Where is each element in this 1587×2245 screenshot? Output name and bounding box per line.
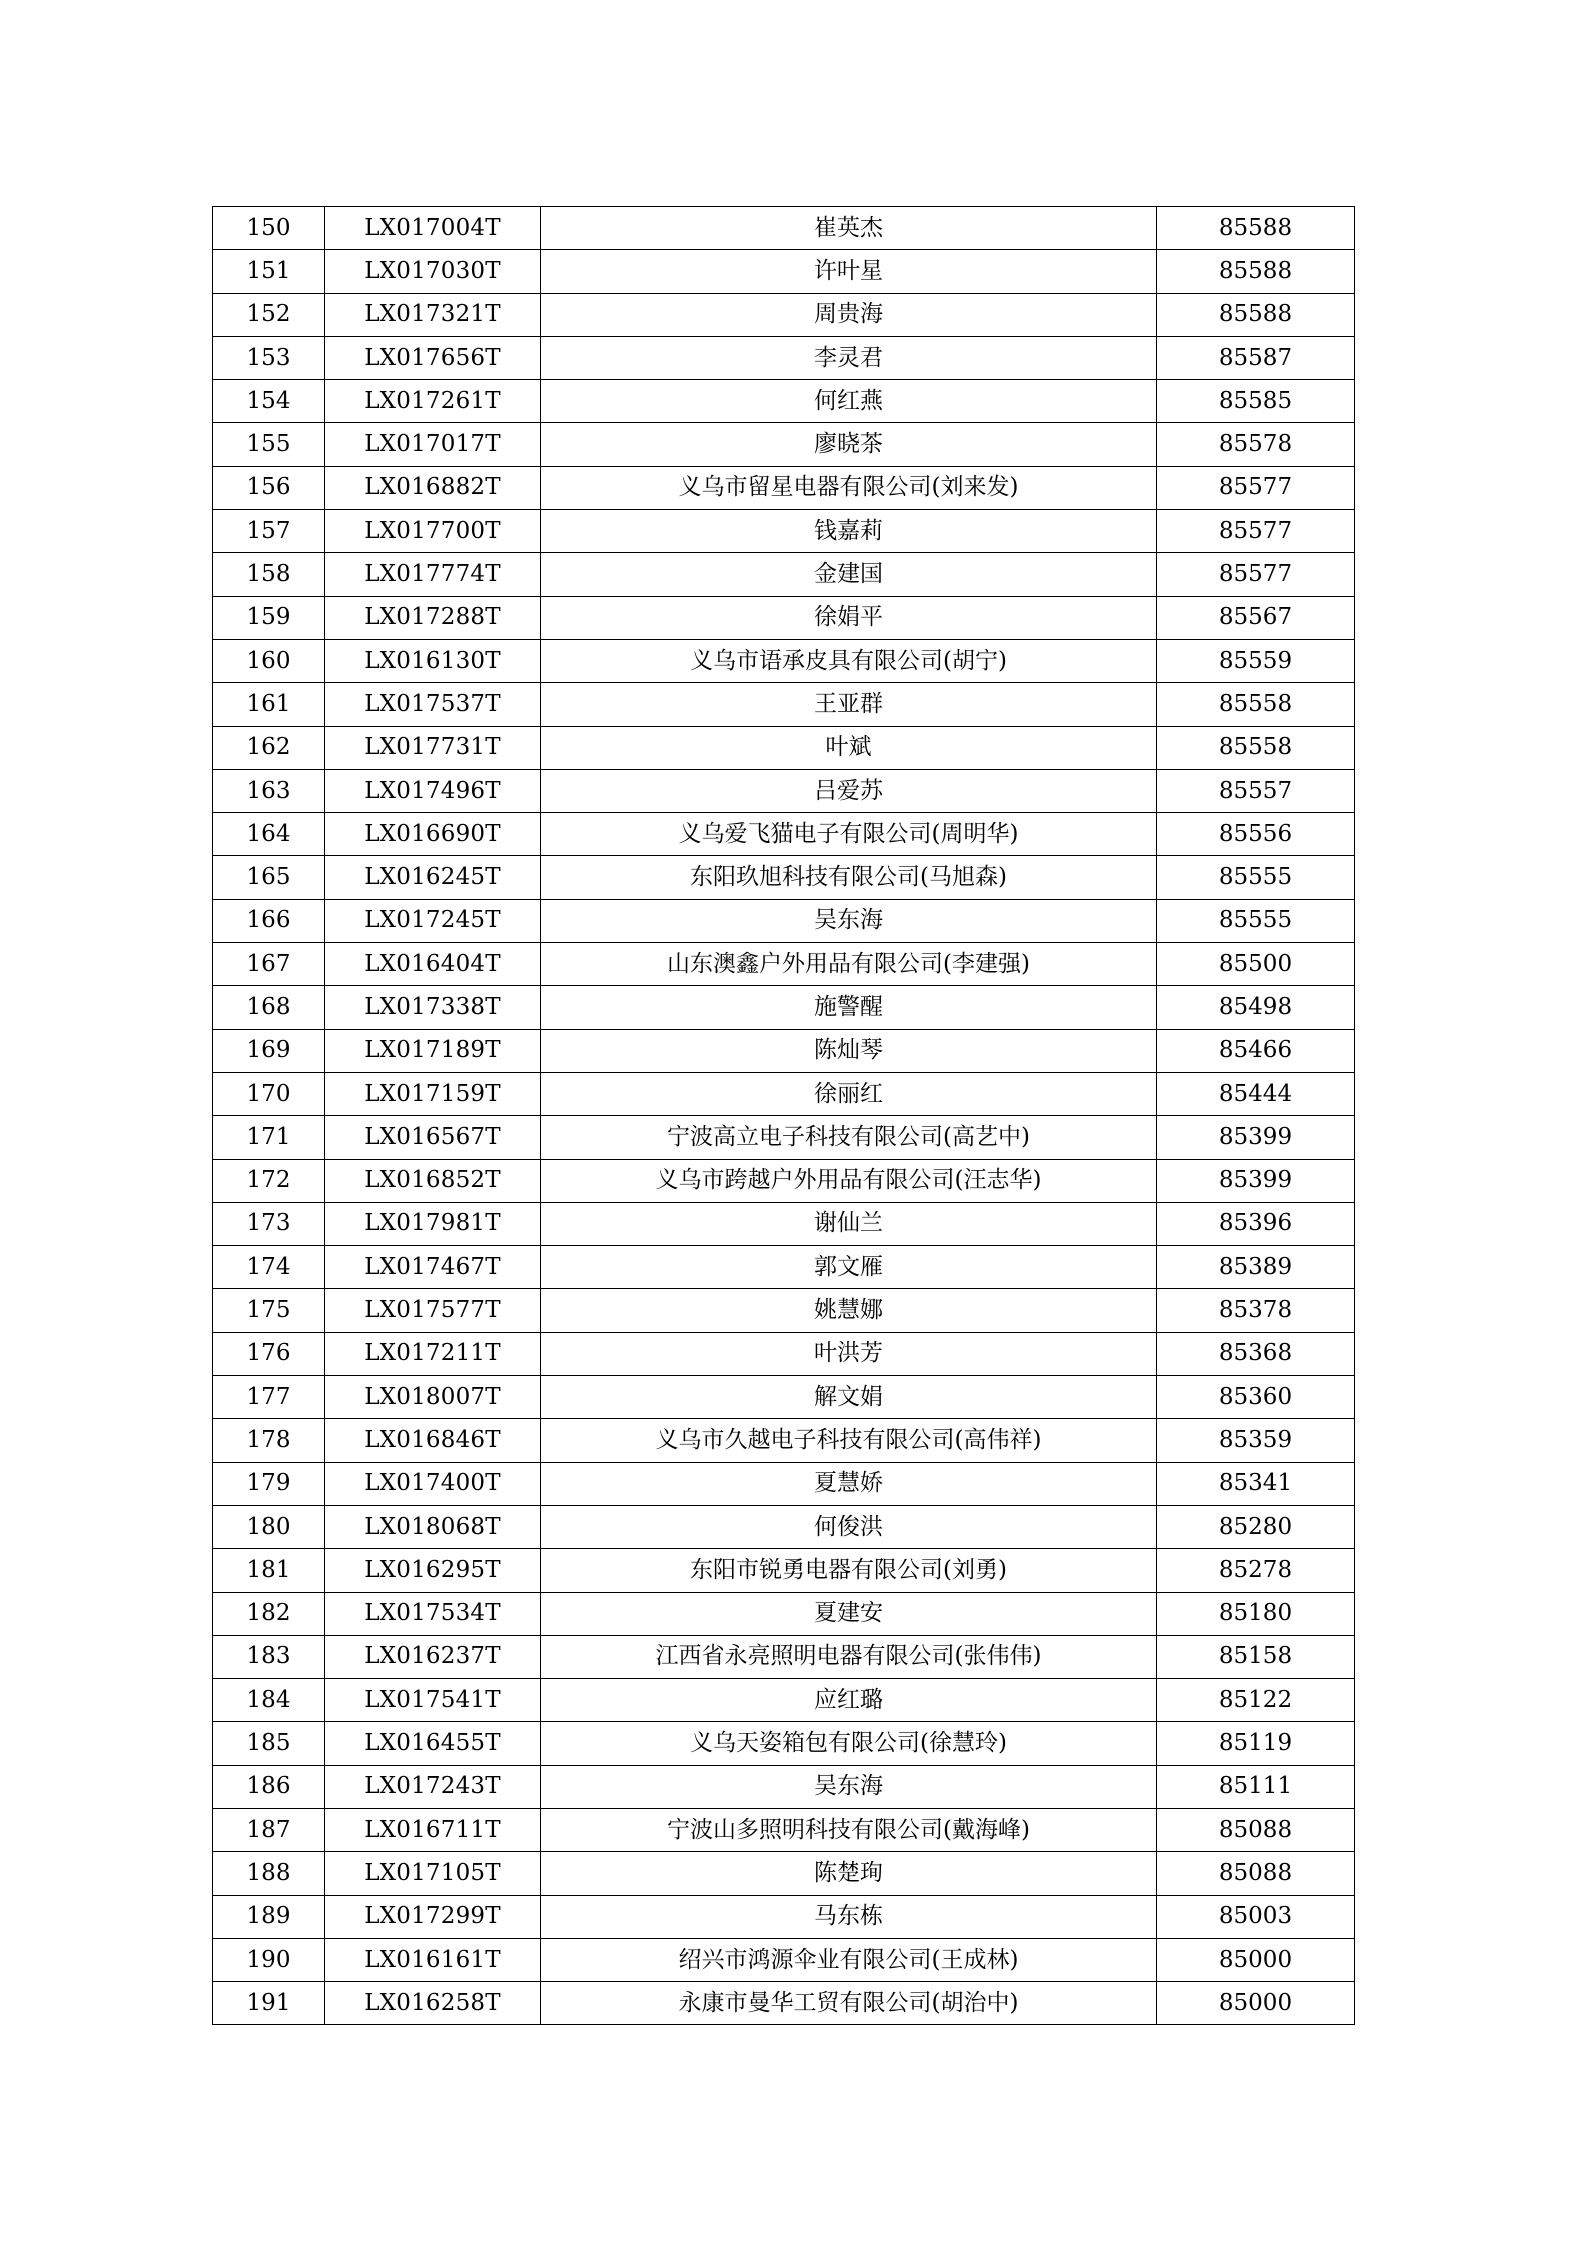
table-row [213, 1938, 1355, 1981]
code-cell: LX017496T [325, 769, 541, 812]
score-cell: 85578 [1157, 423, 1355, 466]
table-row [213, 1679, 1355, 1722]
row-number-cell: 162 [213, 726, 325, 769]
name-cell: 叶斌 [541, 726, 1157, 769]
score-cell: 85399 [1157, 1116, 1355, 1159]
score-cell: 85396 [1157, 1202, 1355, 1245]
table-row [213, 1116, 1355, 1159]
score-cell: 85444 [1157, 1072, 1355, 1115]
row-number-cell: 151 [213, 250, 325, 293]
score-cell: 85158 [1157, 1635, 1355, 1678]
code-cell: LX017030T [325, 250, 541, 293]
code-cell: LX017245T [325, 899, 541, 942]
table-row [213, 596, 1355, 639]
table-row [213, 986, 1355, 1029]
name-cell: 陈灿琴 [541, 1029, 1157, 1072]
row-number-cell: 172 [213, 1159, 325, 1202]
table-row [213, 1246, 1355, 1289]
code-cell: LX017288T [325, 596, 541, 639]
name-cell: 何俊洪 [541, 1505, 1157, 1548]
code-cell: LX017774T [325, 553, 541, 596]
code-cell: LX018068T [325, 1505, 541, 1548]
row-number-cell: 188 [213, 1852, 325, 1895]
row-number-cell: 181 [213, 1549, 325, 1592]
table-row [213, 336, 1355, 379]
code-cell: LX017004T [325, 207, 541, 250]
table-row [213, 1029, 1355, 1072]
score-cell: 85588 [1157, 250, 1355, 293]
row-number-cell: 190 [213, 1938, 325, 1981]
score-cell: 85500 [1157, 943, 1355, 986]
name-cell: 吴东海 [541, 1765, 1157, 1808]
name-cell: 许叶星 [541, 250, 1157, 293]
name-cell: 东阳玖旭科技有限公司(马旭森) [541, 856, 1157, 899]
code-cell: LX017541T [325, 1679, 541, 1722]
score-cell: 85341 [1157, 1462, 1355, 1505]
score-cell: 85000 [1157, 1982, 1355, 2025]
table-row [213, 293, 1355, 336]
row-number-cell: 176 [213, 1332, 325, 1375]
code-cell: LX016237T [325, 1635, 541, 1678]
name-cell: 施警醒 [541, 986, 1157, 1029]
name-cell: 徐娟平 [541, 596, 1157, 639]
code-cell: LX017299T [325, 1895, 541, 1938]
table-row [213, 1808, 1355, 1851]
table-row [213, 1462, 1355, 1505]
score-cell: 85555 [1157, 856, 1355, 899]
row-number-cell: 182 [213, 1592, 325, 1635]
score-cell: 85498 [1157, 986, 1355, 1029]
name-cell: 义乌市语承皮具有限公司(胡宁) [541, 639, 1157, 682]
table-row [213, 250, 1355, 293]
row-number-cell: 152 [213, 293, 325, 336]
table-row [213, 1419, 1355, 1462]
row-number-cell: 158 [213, 553, 325, 596]
row-number-cell: 167 [213, 943, 325, 986]
code-cell: LX016690T [325, 813, 541, 856]
score-cell: 85399 [1157, 1159, 1355, 1202]
row-number-cell: 179 [213, 1462, 325, 1505]
table-row [213, 1982, 1355, 2025]
row-number-cell: 156 [213, 466, 325, 509]
name-cell: 夏建安 [541, 1592, 1157, 1635]
row-number-cell: 171 [213, 1116, 325, 1159]
name-cell: 应红璐 [541, 1679, 1157, 1722]
name-cell: 廖晓茶 [541, 423, 1157, 466]
name-cell: 金建国 [541, 553, 1157, 596]
table-row [213, 553, 1355, 596]
row-number-cell: 185 [213, 1722, 325, 1765]
code-cell: LX016245T [325, 856, 541, 899]
table-row [213, 1895, 1355, 1938]
code-cell: LX016404T [325, 943, 541, 986]
code-cell: LX017400T [325, 1462, 541, 1505]
code-cell: LX016852T [325, 1159, 541, 1202]
row-number-cell: 189 [213, 1895, 325, 1938]
row-number-cell: 178 [213, 1419, 325, 1462]
table-row [213, 466, 1355, 509]
name-cell: 绍兴市鸿源伞业有限公司(王成林) [541, 1938, 1157, 1981]
code-cell: LX016455T [325, 1722, 541, 1765]
table-row [213, 1332, 1355, 1375]
code-cell: LX016882T [325, 466, 541, 509]
name-cell: 义乌市跨越户外用品有限公司(汪志华) [541, 1159, 1157, 1202]
row-number-cell: 177 [213, 1376, 325, 1419]
code-cell: LX017981T [325, 1202, 541, 1245]
code-cell: LX016711T [325, 1808, 541, 1851]
row-number-cell: 186 [213, 1765, 325, 1808]
code-cell: LX017731T [325, 726, 541, 769]
row-number-cell: 157 [213, 510, 325, 553]
name-cell: 郭文雁 [541, 1246, 1157, 1289]
row-number-cell: 161 [213, 683, 325, 726]
table-row [213, 207, 1355, 250]
score-cell: 85577 [1157, 553, 1355, 596]
score-cell: 85585 [1157, 380, 1355, 423]
ranking-table-body [213, 207, 1355, 2025]
row-number-cell: 164 [213, 813, 325, 856]
code-cell: LX017467T [325, 1246, 541, 1289]
score-cell: 85119 [1157, 1722, 1355, 1765]
score-cell: 85278 [1157, 1549, 1355, 1592]
table-row [213, 1549, 1355, 1592]
row-number-cell: 165 [213, 856, 325, 899]
code-cell: LX017338T [325, 986, 541, 1029]
name-cell: 陈楚珣 [541, 1852, 1157, 1895]
name-cell: 姚慧娜 [541, 1289, 1157, 1332]
score-cell: 85389 [1157, 1246, 1355, 1289]
score-cell: 85466 [1157, 1029, 1355, 1072]
score-cell: 85558 [1157, 683, 1355, 726]
score-cell: 85557 [1157, 769, 1355, 812]
code-cell: LX017700T [325, 510, 541, 553]
table-row [213, 899, 1355, 942]
row-number-cell: 155 [213, 423, 325, 466]
row-number-cell: 168 [213, 986, 325, 1029]
score-cell: 85111 [1157, 1765, 1355, 1808]
code-cell: LX017321T [325, 293, 541, 336]
score-cell: 85088 [1157, 1808, 1355, 1851]
score-cell: 85378 [1157, 1289, 1355, 1332]
name-cell: 李灵君 [541, 336, 1157, 379]
table-row [213, 423, 1355, 466]
table-row [213, 856, 1355, 899]
code-cell: LX018007T [325, 1376, 541, 1419]
code-cell: LX016161T [325, 1938, 541, 1981]
row-number-cell: 175 [213, 1289, 325, 1332]
name-cell: 夏慧娇 [541, 1462, 1157, 1505]
row-number-cell: 153 [213, 336, 325, 379]
name-cell: 宁波山多照明科技有限公司(戴海峰) [541, 1808, 1157, 1851]
name-cell: 吕爱苏 [541, 769, 1157, 812]
code-cell: LX017105T [325, 1852, 541, 1895]
table-row [213, 1765, 1355, 1808]
name-cell: 周贵海 [541, 293, 1157, 336]
row-number-cell: 191 [213, 1982, 325, 2025]
name-cell: 江西省永亮照明电器有限公司(张伟伟) [541, 1635, 1157, 1678]
name-cell: 谢仙兰 [541, 1202, 1157, 1245]
score-cell: 85567 [1157, 596, 1355, 639]
score-cell: 85588 [1157, 207, 1355, 250]
row-number-cell: 160 [213, 639, 325, 682]
score-cell: 85555 [1157, 899, 1355, 942]
table-row [213, 380, 1355, 423]
table-row [213, 1202, 1355, 1245]
code-cell: LX017537T [325, 683, 541, 726]
score-cell: 85559 [1157, 639, 1355, 682]
code-cell: LX017159T [325, 1072, 541, 1115]
score-cell: 85556 [1157, 813, 1355, 856]
table-row [213, 1592, 1355, 1635]
row-number-cell: 163 [213, 769, 325, 812]
code-cell: LX017577T [325, 1289, 541, 1332]
row-number-cell: 150 [213, 207, 325, 250]
row-number-cell: 174 [213, 1246, 325, 1289]
ranking-table [212, 206, 1355, 2025]
name-cell: 钱嘉莉 [541, 510, 1157, 553]
name-cell: 崔英杰 [541, 207, 1157, 250]
score-cell: 85000 [1157, 1938, 1355, 1981]
score-cell: 85180 [1157, 1592, 1355, 1635]
score-cell: 85003 [1157, 1895, 1355, 1938]
table-row [213, 639, 1355, 682]
row-number-cell: 183 [213, 1635, 325, 1678]
score-cell: 85280 [1157, 1505, 1355, 1548]
code-cell: LX017017T [325, 423, 541, 466]
code-cell: LX017261T [325, 380, 541, 423]
table-row [213, 1722, 1355, 1765]
code-cell: LX017656T [325, 336, 541, 379]
score-cell: 85587 [1157, 336, 1355, 379]
table-row [213, 769, 1355, 812]
table-row [213, 683, 1355, 726]
table-row [213, 1376, 1355, 1419]
row-number-cell: 159 [213, 596, 325, 639]
code-cell: LX017211T [325, 1332, 541, 1375]
code-cell: LX016130T [325, 639, 541, 682]
name-cell: 义乌爱飞猫电子有限公司(周明华) [541, 813, 1157, 856]
table-row [213, 1505, 1355, 1548]
table-row [213, 510, 1355, 553]
code-cell: LX016846T [325, 1419, 541, 1462]
code-cell: LX017189T [325, 1029, 541, 1072]
score-cell: 85577 [1157, 510, 1355, 553]
table-row [213, 1072, 1355, 1115]
score-cell: 85088 [1157, 1852, 1355, 1895]
score-cell: 85368 [1157, 1332, 1355, 1375]
row-number-cell: 166 [213, 899, 325, 942]
name-cell: 何红燕 [541, 380, 1157, 423]
name-cell: 山东澳鑫户外用品有限公司(李建强) [541, 943, 1157, 986]
name-cell: 永康市曼华工贸有限公司(胡治中) [541, 1982, 1157, 2025]
name-cell: 义乌天姿箱包有限公司(徐慧玲) [541, 1722, 1157, 1765]
row-number-cell: 154 [213, 380, 325, 423]
row-number-cell: 173 [213, 1202, 325, 1245]
row-number-cell: 170 [213, 1072, 325, 1115]
table-row [213, 1635, 1355, 1678]
row-number-cell: 184 [213, 1679, 325, 1722]
table-row [213, 813, 1355, 856]
table-row [213, 726, 1355, 769]
name-cell: 叶洪芳 [541, 1332, 1157, 1375]
table-row [213, 1159, 1355, 1202]
name-cell: 吴东海 [541, 899, 1157, 942]
table-row [213, 1289, 1355, 1332]
name-cell: 义乌市久越电子科技有限公司(高伟祥) [541, 1419, 1157, 1462]
table-row [213, 943, 1355, 986]
table-row [213, 1852, 1355, 1895]
name-cell: 徐丽红 [541, 1072, 1157, 1115]
name-cell: 马东栋 [541, 1895, 1157, 1938]
score-cell: 85122 [1157, 1679, 1355, 1722]
row-number-cell: 187 [213, 1808, 325, 1851]
code-cell: LX016258T [325, 1982, 541, 2025]
row-number-cell: 180 [213, 1505, 325, 1548]
code-cell: LX016295T [325, 1549, 541, 1592]
score-cell: 85588 [1157, 293, 1355, 336]
name-cell: 义乌市留星电器有限公司(刘来发) [541, 466, 1157, 509]
score-cell: 85359 [1157, 1419, 1355, 1462]
name-cell: 解文娟 [541, 1376, 1157, 1419]
code-cell: LX017534T [325, 1592, 541, 1635]
score-cell: 85360 [1157, 1376, 1355, 1419]
code-cell: LX016567T [325, 1116, 541, 1159]
name-cell: 王亚群 [541, 683, 1157, 726]
score-cell: 85558 [1157, 726, 1355, 769]
name-cell: 东阳市锐勇电器有限公司(刘勇) [541, 1549, 1157, 1592]
score-cell: 85577 [1157, 466, 1355, 509]
code-cell: LX017243T [325, 1765, 541, 1808]
row-number-cell: 169 [213, 1029, 325, 1072]
name-cell: 宁波高立电子科技有限公司(高艺中) [541, 1116, 1157, 1159]
